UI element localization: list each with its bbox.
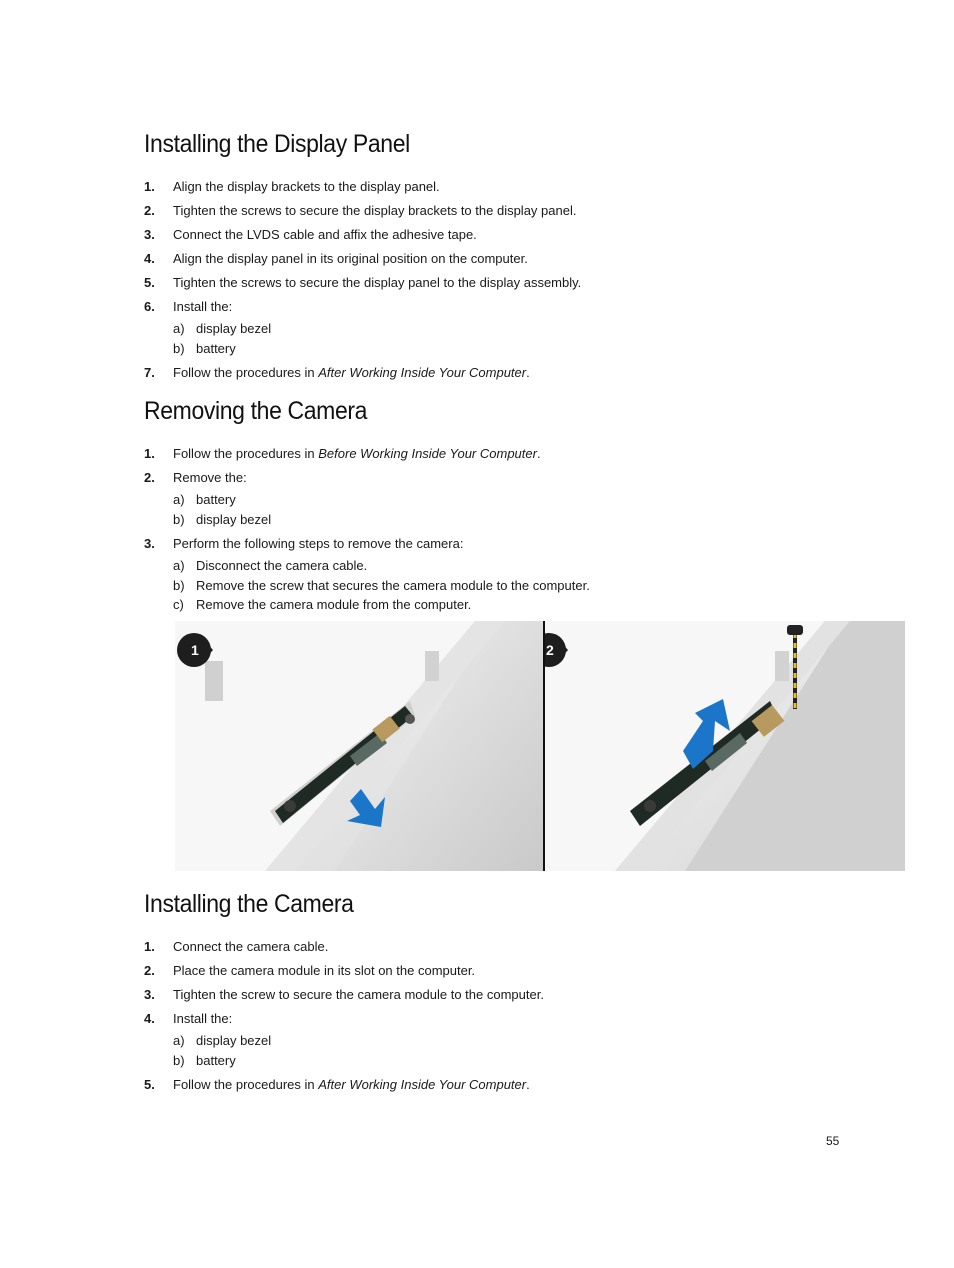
figure-panel-2 (545, 621, 905, 871)
svg-text:1: 1 (191, 642, 199, 658)
camera-removal-figure (175, 621, 905, 871)
screw-icon (787, 625, 803, 635)
cross-reference-link[interactable]: Before Working Inside Your Computer (318, 446, 537, 461)
cross-reference-link[interactable]: After Working Inside Your Computer (318, 1077, 527, 1092)
cross-reference-link[interactable]: After Working Inside Your Computer (318, 365, 527, 380)
svg-text:2: 2 (546, 642, 554, 658)
camera-remove-illustration (545, 621, 905, 871)
page-number: 55 (826, 1134, 840, 1148)
section-title-installing-camera: Installing the Camera (144, 890, 354, 918)
section-title-installing-display-panel: Installing the Display Panel (144, 130, 410, 158)
section-title-removing-camera: Removing the Camera (144, 397, 368, 425)
camera-disconnect-illustration (175, 621, 543, 871)
figure-panel-1 (175, 621, 543, 871)
